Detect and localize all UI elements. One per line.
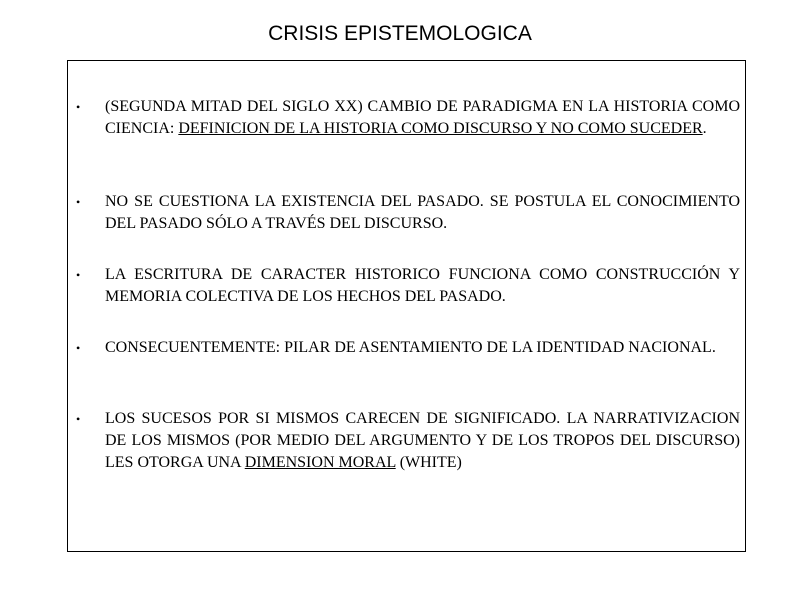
content-box [67, 60, 746, 552]
underlined-phrase: DEFINICION DE LA HISTORIA COMO DISCURSO Y NO COMO SUCEDER [178, 120, 703, 137]
bullet-text: LA ESCRITURA DE CARACTER HISTORICO FUNCIONA COMO CONSTRUCCIÓN Y MEMORIA COLECTIVA DE LOS HECHOS DEL PASADO. [105, 266, 740, 305]
bullet-icon: • [76, 341, 81, 355]
bullet-icon: • [76, 195, 81, 209]
bullet-icon: • [76, 100, 81, 114]
underlined-phrase: DIMENSION MORAL [244, 454, 396, 471]
bullet-text: (SEGUNDA MITAD DEL SIGLO XX) CAMBIO DE PARADIGMA EN LA HISTORIA COMO CIENCIA: DEFINICION DE LA HISTORIA COMO DISCURSO Y NO COMO SUCEDER. [105, 98, 740, 137]
bullet-text: NO SE CUESTIONA LA EXISTENCIA DEL PASADO. SE POSTULA EL CONOCIMIENTO DEL PASADO SÓLO A TRAVÉS DEL DISCURSO. [105, 193, 740, 232]
slide-title: CRISIS EPISTEMOLOGICA [268, 22, 532, 45]
bullet-icon: • [76, 268, 81, 282]
bullet-text: CONSECUENTEMENTE: PILAR DE ASENTAMIENTO DE LA IDENTIDAD NACIONAL. [105, 339, 716, 356]
bullet-icon: • [76, 412, 81, 426]
bullet-text: LOS SUCESOS POR SI MISMOS CARECEN DE SIGNIFICADO. LA NARRATIVIZACION DE LOS MISMOS (POR MEDIO DEL ARGUMENTO Y DE LOS TROPOS DEL DISCURSO) LES OTORGA UNA DIMENSION MORAL (WHITE) [105, 410, 740, 471]
